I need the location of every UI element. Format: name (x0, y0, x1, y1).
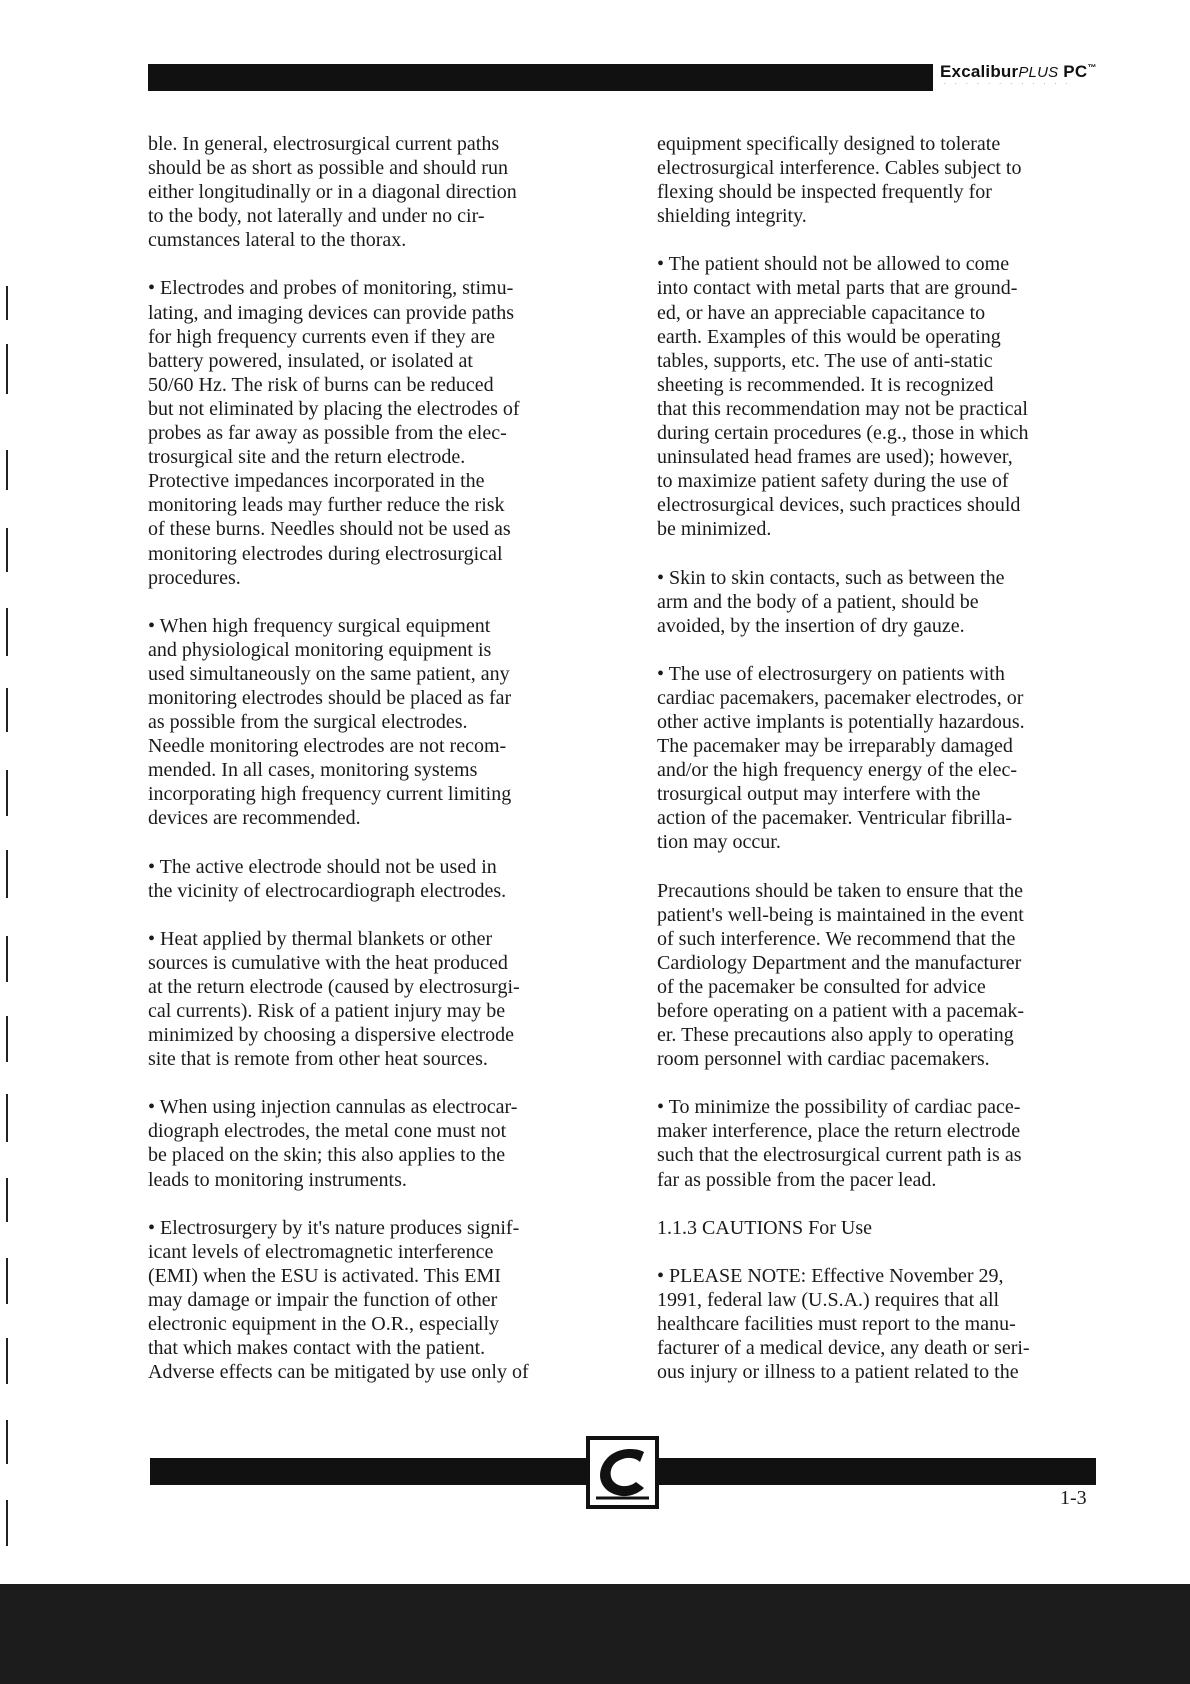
margin-tick (6, 450, 8, 490)
paragraph: • When using injection cannulas as electrocar- diograph electrodes, the metal cone must not be placed on the skin; this also applies to the leads to monitoring instruments. (148, 1096, 518, 1191)
paragraph: equipment specifically designed to tolerate electrosurgical interference. Cables subject to flexing should be inspected frequently for shielding integrity. (657, 133, 1022, 228)
paragraph: • The patient should not be allowed to come into contact with metal parts that are ground- ed, or have an appreciable capacitance to earth. Examples of this would be operating tables, supports, etc. The use of anti-static sheeting is recommended. It is recognized that this recommendation may not be practical during certain procedures (e.g., those in which uninsulated head frames are used); however, to maximize patient safety during the use of electrosurgical devices, such practices should be minimized. (657, 253, 1029, 541)
paragraph: • Heat applied by thermal blankets or other sources is cumulative with the heat produced at the return electrode (caused by electrosurgi- cal currents). Risk of a patient injury may be minimized by choosing a dispersive electrode site that is remote from other heat sources. (148, 927, 520, 1071)
margin-tick (6, 850, 8, 898)
paragraph: Precautions should be taken to ensure that the patient's well-being is maintained in the event of such interference. We recommend that the Cardiology Department and the manufacturer of the pacemaker be consulted for advice before operating on a patient with a pacemak- er. These precautions also apply to operating room personnel with cardiac pacemakers. (657, 879, 1025, 1071)
scan-bottom-band (0, 1584, 1190, 1684)
margin-tick (6, 1016, 8, 1062)
right-text-column (657, 132, 1102, 1408)
margin-tick (6, 608, 8, 656)
paragraph: • When high frequency surgical equipment and physiological monitoring equipment is used simultaneously on the same patient, any monitoring electrodes should be placed as far as possible from the surgical electrodes. Needle monitoring electrodes are not recom- mended. In all cases, monitoring systems incorporating high frequency current limiting devices are recommended. (148, 614, 512, 830)
header-bar (148, 64, 933, 91)
margin-tick (6, 1258, 8, 1304)
margin-tick (6, 528, 8, 572)
margin-tick (6, 1094, 8, 1142)
brand-pc: PC (1063, 62, 1088, 81)
page-number: 1-3 (1060, 1487, 1087, 1509)
paragraph: • To minimize the possibility of cardiac pace- maker interference, place the return electrode such that the electrosurgical current path is as far as possible from the pacer lead. (657, 1096, 1022, 1191)
paragraph: • Skin to skin contacts, such as between the arm and the body of a patient, should be avoided, by the insertion of dry gauze. (657, 566, 1005, 637)
brand-name: Excalibur (940, 62, 1019, 81)
brand-plus: PLUS (1018, 64, 1059, 81)
margin-tick (6, 1420, 8, 1464)
margin-tick (6, 1178, 8, 1222)
paragraph: • The use of electrosurgery on patients with cardiac pacemakers, pacemaker electrodes, or other active implants is potentially hazardous. The pacemaker may be irreparably damaged and/or the high frequency energy of the elec- trosurgical output may interfere with the action of the pacemaker. Ventricular fibrilla- tion may occur. (657, 662, 1025, 854)
paragraph: • PLEASE NOTE: Effective November 29, 1991, federal law (U.S.A.) requires that all healthcare facilities must report to the manu- facturer of a medical device, any death or seri- ous injury or illness to a patient related to the (657, 1264, 1030, 1384)
margin-tick (6, 1500, 8, 1546)
paragraph: • The active electrode should not be used in the vicinity of electrocardiograph electrodes. (148, 855, 507, 902)
margin-tick (6, 1338, 8, 1384)
brand-subline: · · · · · · · · · · · · (944, 81, 1072, 87)
margin-tick (6, 286, 8, 320)
company-logo-icon (586, 1436, 659, 1509)
section-heading: 1.1.3 CAUTIONS For Use (657, 1216, 872, 1239)
brand-logo (940, 62, 1097, 82)
brand-trademark: ™ (1087, 62, 1097, 73)
c-logo-icon (592, 1442, 653, 1503)
margin-tick (6, 770, 8, 816)
left-text-column (148, 132, 588, 1408)
paragraph: • Electrodes and probes of monitoring, stimu- lating, and imaging devices can provide paths for high frequency currents even if they are battery powered, insulated, or isolated at 50/60 Hz. The risk of burns can be reduced but not eliminated by placing the electrodes of probes as far away as possible from the elec- trosurgical site and the return electrode. Protective impedances incorporated in the monitoring leads may further reduce the risk of these burns. Needles should not be used as monitoring electrodes during electrosurgical procedures. (148, 277, 520, 589)
margin-tick (6, 688, 8, 732)
paragraph: • Electrosurgery by it's nature produces signif- icant levels of electromagnetic interference (EMI) when the ESU is activated. This EMI may damage or impair the function of other electronic equipment in the O.R., especially that which makes contact with the patient. Adverse effects can be mitigated by use only of (148, 1216, 529, 1384)
paragraph: ble. In general, electrosurgical current paths should be as short as possible and should run either longitudinally or in a diagonal direction to the body, not laterally and under no cir- cumstances lateral to the thorax. (148, 133, 517, 252)
margin-tick (6, 936, 8, 982)
margin-tick (6, 344, 8, 394)
